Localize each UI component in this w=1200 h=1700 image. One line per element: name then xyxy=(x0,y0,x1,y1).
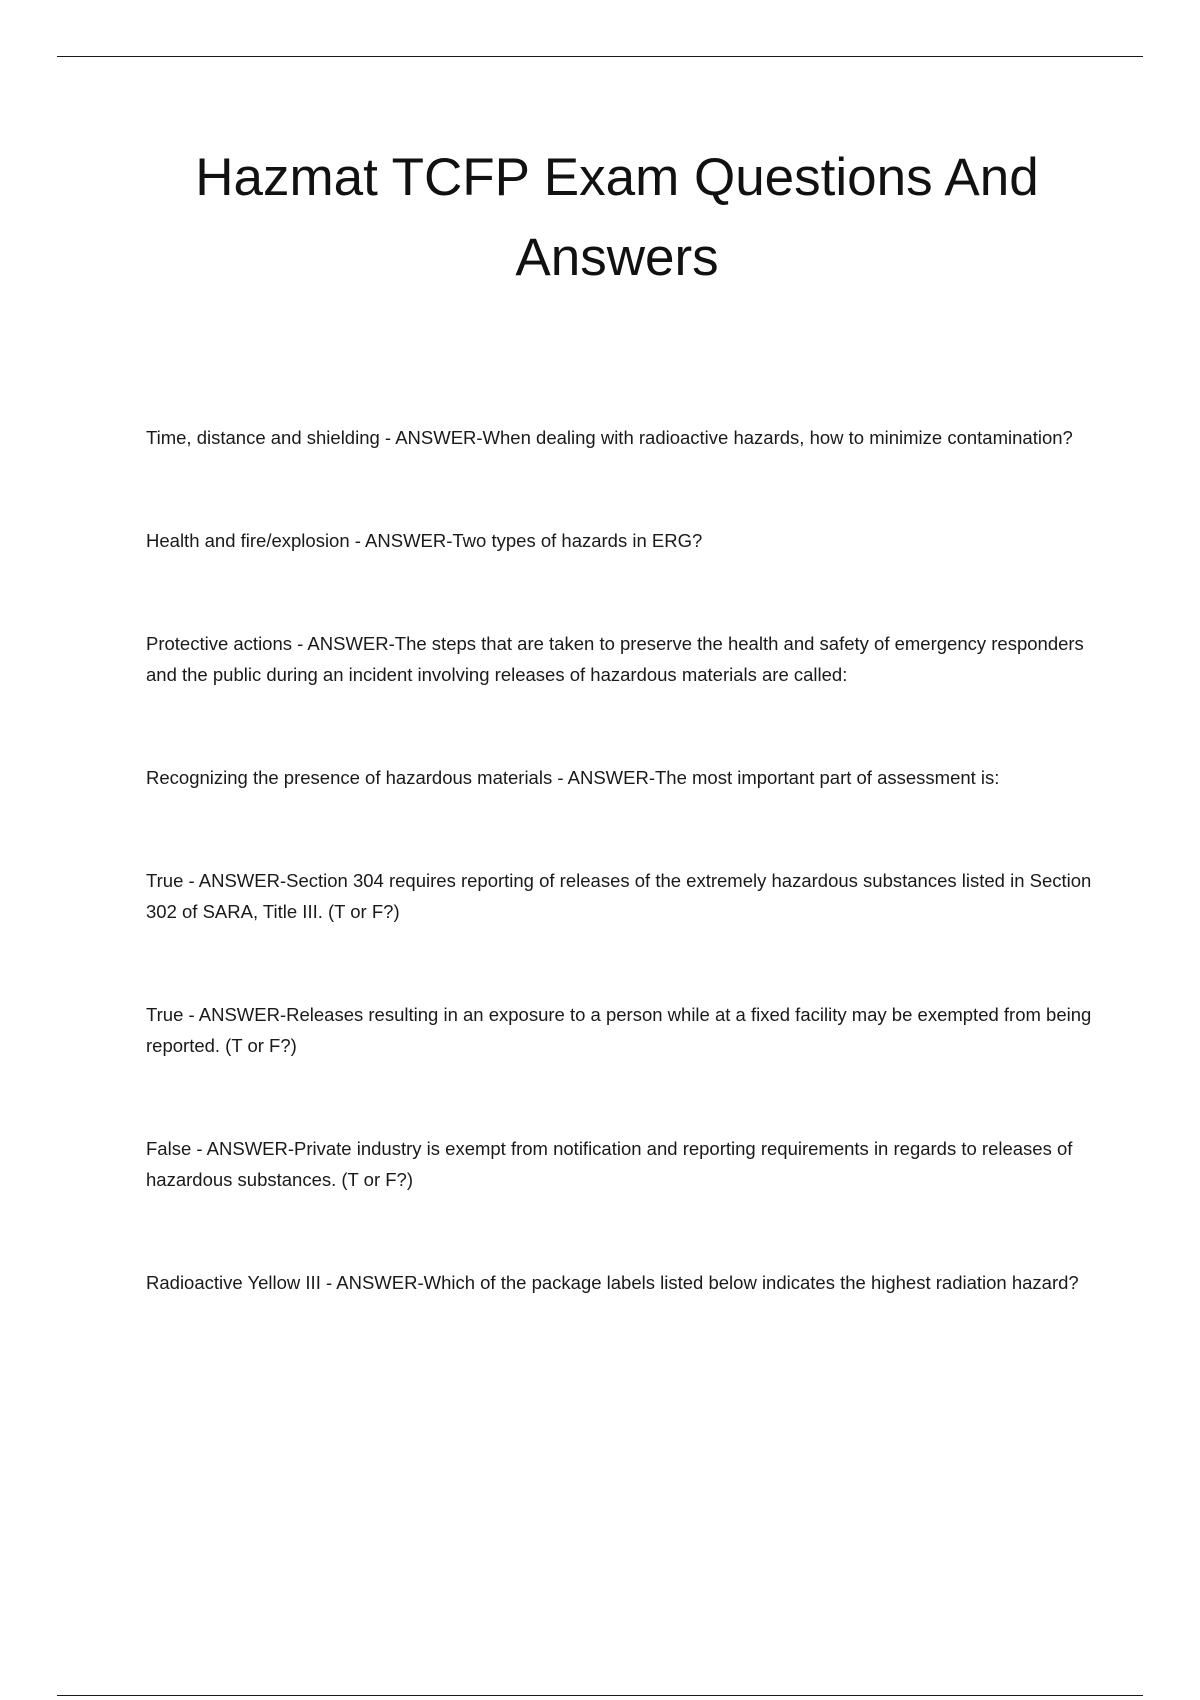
top-divider xyxy=(57,56,1143,57)
qa-item: Time, distance and shielding - ANSWER-When dealing with radioactive hazards, how to minimize contamination? xyxy=(146,427,1073,448)
qa-item: Health and fire/explosion - ANSWER-Two types of hazards in ERG? xyxy=(146,530,703,551)
qa-item: Protective actions - ANSWER-The steps that are taken to preserve the health and safety of emergency responders and the public during an incident involving releases of hazardous materials are called: xyxy=(146,633,1084,685)
qa-item: Radioactive Yellow III - ANSWER-Which of the package labels listed below indicates the highest radiation hazard? xyxy=(146,1272,1079,1293)
qa-item: False - ANSWER-Private industry is exempt from notification and reporting requirements in regards to releases of hazardous substances. (T or F?) xyxy=(146,1138,1073,1190)
qa-item: True - ANSWER-Section 304 requires reporting of releases of the extremely hazardous substances listed in Section 302 of SARA, Title III. (T or F?) xyxy=(146,870,1092,922)
page-title: Hazmat TCFP Exam Questions And Answers xyxy=(195,148,1039,287)
qa-item: True - ANSWER-Releases resulting in an exposure to a person while at a fixed facility may be exempted from being reported. (T or F?) xyxy=(146,1004,1092,1056)
qa-item: Recognizing the presence of hazardous materials - ANSWER-The most important part of assessment is: xyxy=(146,767,1000,788)
bottom-divider xyxy=(57,1695,1143,1696)
qa-list xyxy=(146,422,1096,1298)
